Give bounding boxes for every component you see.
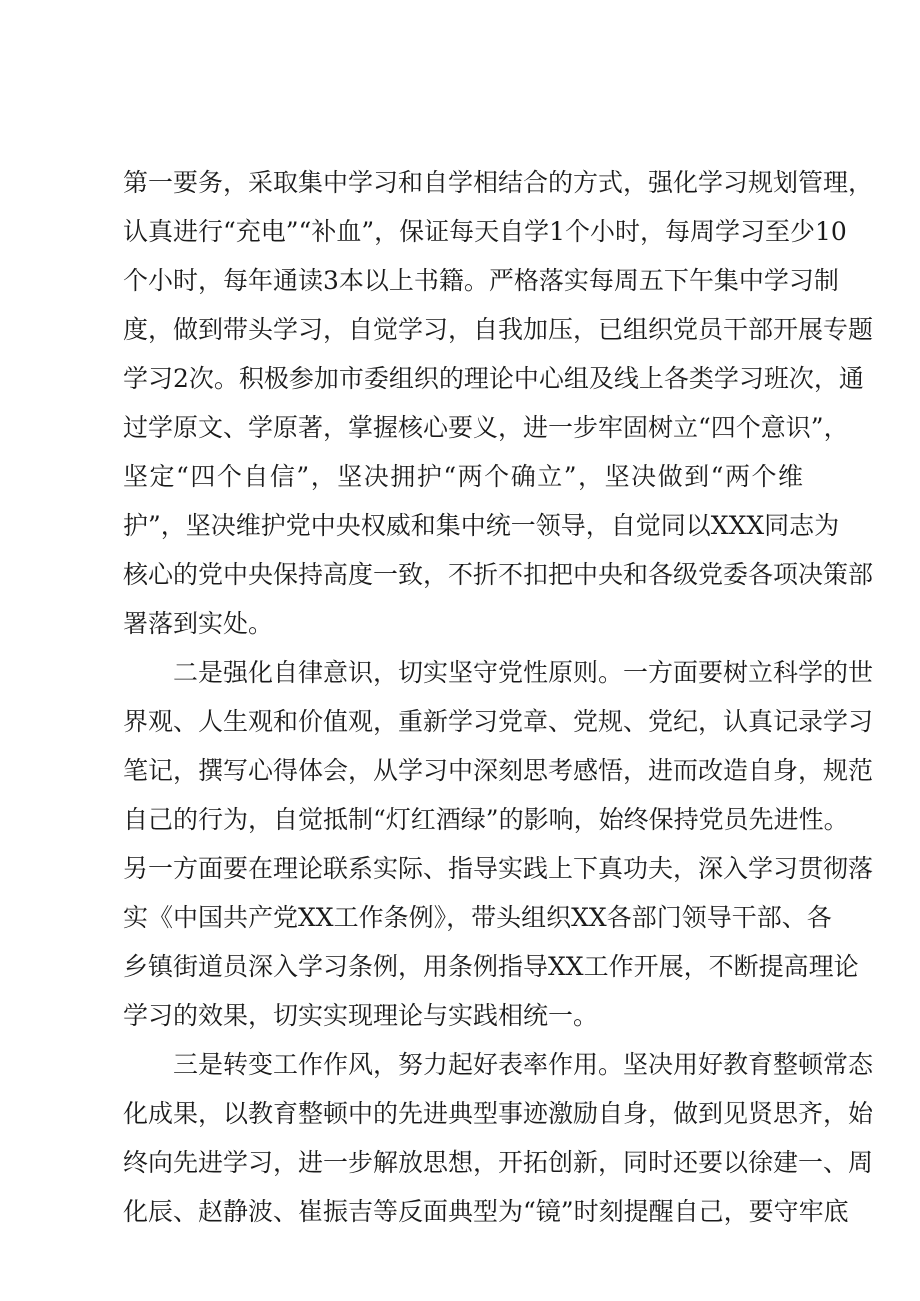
body-text-line: 第一要务，采取集中学习和自学相结合的方式，强化学习规划管理， (123, 168, 874, 197)
paragraph-first-line: 二是强化自律意识，切实坚守党性原则。一方面要树立科学的世 (173, 658, 874, 687)
body-text-line: 过学原文、学原著，掌握核心要义，进一步牢固树立“四个意识”， (123, 413, 849, 442)
body-text-line: 终向先进学习，进一步解放思想，开拓创新，同时还要以徐建一、周 (123, 1148, 874, 1177)
paragraph-first-line: 三是转变工作作风，努力起好表率作用。坚决用好教育整顿常态 (173, 1050, 874, 1079)
body-text-line: 化辰、赵静波、崔振吉等反面典型为“镜”时刻提醒自己，要守牢底 (123, 1197, 849, 1226)
body-text-line: 界观、人生观和价值观，重新学习党章、党规、党纪，认真记录学习 (123, 707, 874, 736)
body-text-line: 个小时，每年通读3本以上书籍。严格落实每周五下午集中学习制 (123, 266, 839, 295)
body-text-line: 自己的行为，自觉抵制“灯红酒绿”的影响，始终保持党员先进性。 (123, 805, 849, 834)
body-text-line: 化成果，以教育整顿中的先进典型事迹激励自身，做到见贤思齐，始 (123, 1099, 874, 1128)
body-text-line: 乡镇街道员深入学习条例，用条例指导XX工作开展，不断提高理论 (123, 952, 859, 981)
body-text-line: 度，做到带头学习，自觉学习，自我加压，已组织党员干部开展专题 (123, 315, 874, 344)
body-text-line: 学习的效果，切实实现理论与实践相统一。 (123, 1001, 599, 1030)
body-text-line: 学习2次。积极参加市委组织的理论中心组及线上各类学习班次，通 (123, 364, 864, 393)
body-text-line: 另一方面要在理论联系实际、指导实践上下真功夫，深入学习贯彻落 (123, 854, 874, 883)
body-text-line: 坚定“四个自信”，坚决拥护“两个确立”，坚决做到“两个维 (123, 462, 803, 491)
body-text-line: 认真进行“充电”“补血”，保证每天自学1个小时，每周学习至少10 (123, 217, 847, 246)
body-text-line: 护”，坚决维护党中央权威和集中统一领导，自觉同以XXX同志为 (123, 511, 840, 540)
body-text-line: 笔记，撰写心得体会，从学习中深刻思考感悟，进而改造自身，规范 (123, 756, 874, 785)
body-text-line: 核心的党中央保持高度一致，不折不扣把中央和各级党委各项决策部 (123, 560, 874, 589)
body-text-line: 署落到实处。 (123, 609, 274, 638)
body-text-line: 实《中国共产党XX工作条例》，带头组织XX各部门领导干部、各 (123, 903, 832, 932)
